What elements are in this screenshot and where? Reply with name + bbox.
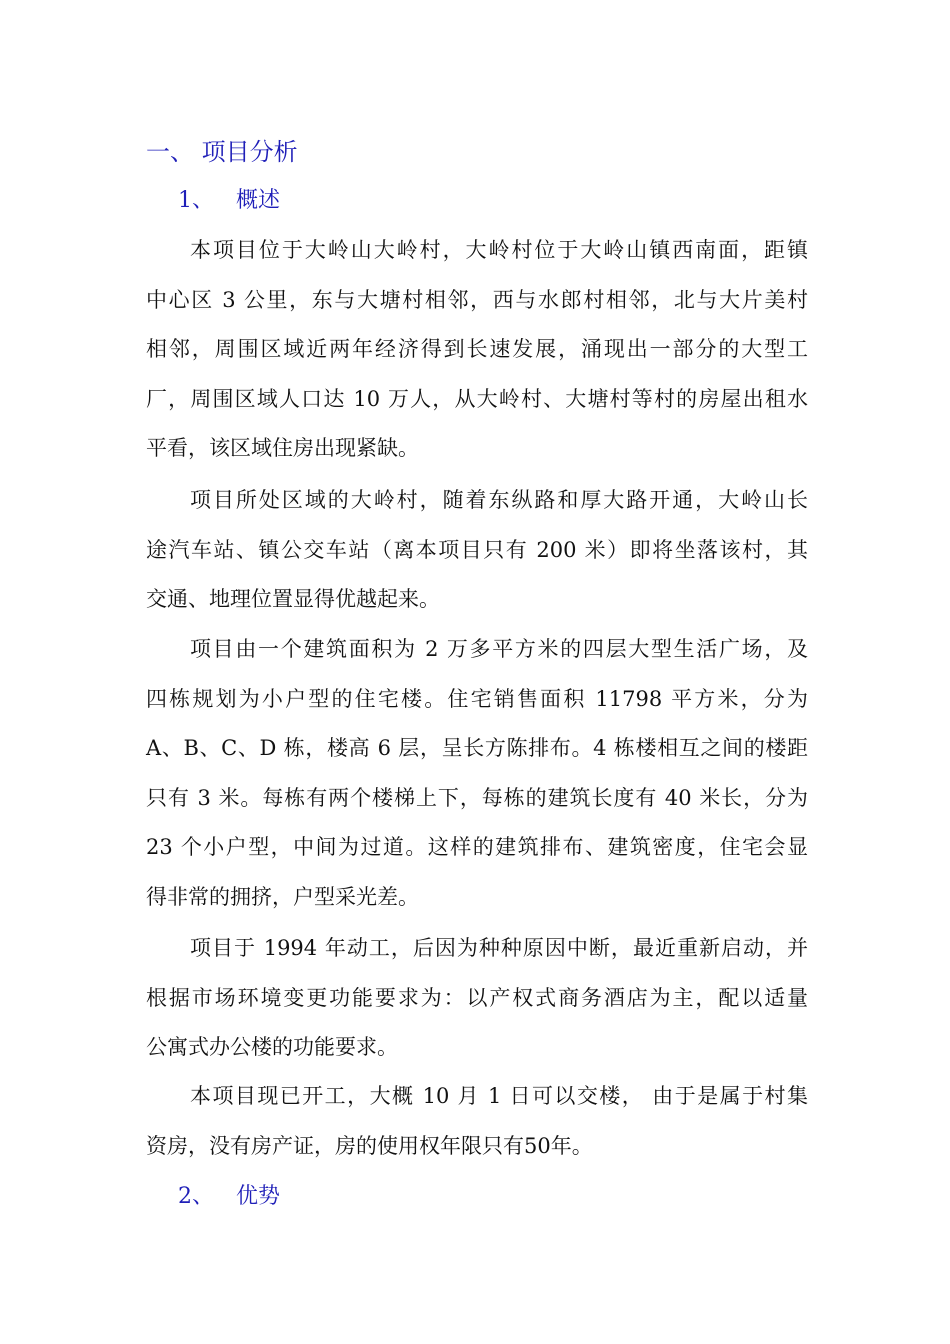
paragraph-status bbox=[146, 1072, 808, 1171]
subsection-number: 2、 bbox=[178, 1184, 214, 1209]
paragraph-buildings bbox=[146, 625, 808, 923]
subsection-title: 优势 bbox=[236, 1184, 281, 1209]
subsection-title: 概述 bbox=[236, 188, 281, 213]
paragraph-line: 厂，周围区域人口达 10 万人，从大岭村、大塘村等村的房屋出租水 bbox=[146, 386, 808, 411]
subsection-heading-overview bbox=[178, 184, 280, 218]
paragraph-line: 23 个小户型，中间为过道。这样的建筑排布、建筑密度，住宅会显 bbox=[146, 835, 808, 860]
paragraph-line: 项目所处区域的大岭村，随着东纵路和厚大路开通，大岭山长 bbox=[190, 488, 808, 512]
paragraph-line: 资房，没有房产证，房的使用权年限只有50年。 bbox=[146, 1133, 593, 1158]
paragraph-line: 平看，该区域住房出现紧缺。 bbox=[146, 436, 419, 461]
paragraph-line: 本项目位于大岭山大岭村，大岭村位于大岭山镇西南面，距镇 bbox=[190, 238, 808, 262]
subsection-heading-advantages bbox=[178, 1180, 280, 1214]
paragraph-location bbox=[146, 226, 808, 474]
paragraph-line: 根据市场环境变更功能要求为：以产权式商务酒店为主，配以适量 bbox=[146, 985, 808, 1010]
paragraph-line: 途汽车站、镇公交车站（离本项目只有 200 米）即将坐落该村，其 bbox=[146, 537, 808, 562]
paragraph-line: 交通、地理位置显得优越起来。 bbox=[146, 587, 440, 612]
paragraph-line: 公寓式办公楼的功能要求。 bbox=[146, 1035, 398, 1060]
paragraph-line: 项目于 1994 年动工，后因为种种原因中断，最近重新启动，并 bbox=[190, 936, 808, 960]
section-heading: 一、 项目分析 bbox=[146, 138, 298, 166]
paragraph-line: 得非常的拥挤，户型采光差。 bbox=[146, 884, 419, 909]
paragraph-line: 只有 3 米。每栋有两个楼梯上下，每栋的建筑长度有 40 米长，分为 bbox=[146, 785, 808, 810]
paragraph-line: 中心区 3 公里，东与大塘村相邻，西与水郎村相邻，北与大片美村 bbox=[146, 287, 808, 312]
paragraph-line: 相邻，周围区域近两年经济得到长速发展，涌现出一部分的大型工 bbox=[146, 337, 808, 362]
paragraph-history bbox=[146, 924, 808, 1073]
paragraph-line: 本项目现已开工，大概 10 月 1 日可以交楼， 由于是属于村集 bbox=[190, 1084, 808, 1108]
paragraph-transport bbox=[146, 476, 808, 625]
subsection-number: 1、 bbox=[178, 188, 214, 213]
paragraph-line: A、B、C、D 栋，楼高 6 层，呈长方陈排布。4 栋楼相互之间的楼距 bbox=[146, 736, 808, 761]
paragraph-line: 四栋规划为小户型的住宅楼。住宅销售面积 11798 平方米，分为 bbox=[146, 686, 808, 711]
paragraph-line: 项目由一个建筑面积为 2 万多平方米的四层大型生活广场，及 bbox=[190, 637, 808, 661]
